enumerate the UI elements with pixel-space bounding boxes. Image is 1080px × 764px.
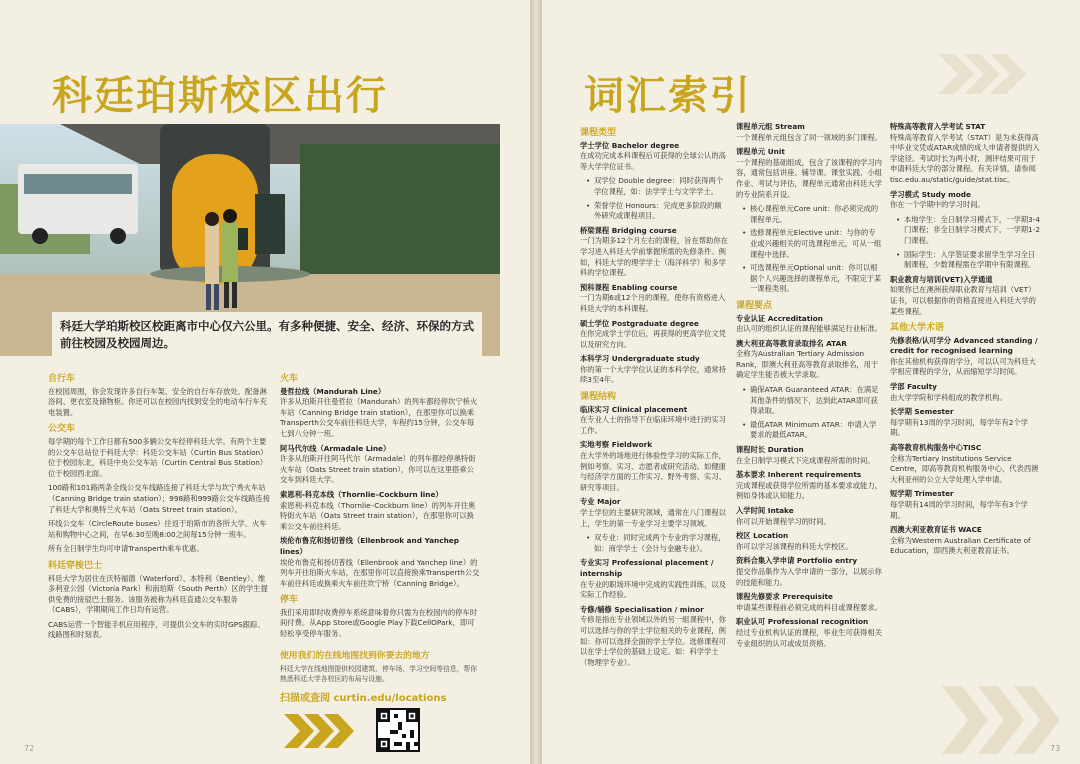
body-text: CABS运营一个智能手机应用程序，可提供公交车的实时GPS跟踪、线路图和时刻表。 [48, 619, 265, 640]
term-heading: 临床实习 Clinical placement [580, 404, 688, 414]
term-heading: 桥梁课程 Bridging course [580, 225, 677, 235]
body-text: 如果你已在澳洲获得职业教育与培训（VET）证书，可以根据你的资格直接进入科廷大学的某些课程。 [890, 285, 1036, 316]
bullet-item: • 可选课程单元Optional unit：你可以根据个人兴趣选择的课程单元，不限定于某一课程类别。 [742, 263, 882, 295]
bullet-list [586, 533, 728, 554]
body-text: 在大学外的场地进行体验性学习的实际工作，例如考察、实习、志愿者或研究活动。如健康与经济学方面的工作实习、野外考察、实习、研究等项目。 [580, 451, 726, 492]
callout-title: 使用我们的在线地图找到你要去的地方 [280, 651, 430, 661]
bullet-item: • 选修课程单元Elective unit：与你的专业或兴趣相关的可选课程单元，可从一组课程中选择。 [742, 228, 882, 260]
body-text: 全称为Tertiary Institutions Service Centre，即高等教育机构服务中心，代表西澳大利亚州的公立大学处理入学申请。 [890, 453, 1039, 484]
qr-code-icon[interactable] [376, 708, 420, 752]
bullet-item: • 双专业：同时完成两个专业的学习课程，如：商学学士（会计与金融专业）。 [586, 533, 728, 554]
spine-gutter [530, 0, 542, 764]
body-text: 你在其他机构获得的学分，可以认可为科廷大学相应课程的学分，从而缩短学习时间。 [890, 356, 1036, 377]
body-text: 在专业的职场环境中完成的实践性训练，以及实际工作经验。 [580, 579, 726, 600]
term-heading: 索恩利-科克本线（Thornlie–Cockburn line） [280, 489, 443, 499]
body-text: 你在一个学期中的学习时间。 [890, 200, 985, 210]
term-heading: 职业认可 Professional recognition [736, 617, 869, 627]
body-text: 每学期有14周的学习时间，每学年有3个学期。 [890, 500, 1028, 520]
section-heading: 停车 [280, 595, 299, 606]
term-heading: 硕士学位 Postgraduate degree [580, 318, 699, 328]
bullet-list [586, 176, 728, 221]
body-text: 每学期的每个工作日都有500多辆公交车经停科廷大学。有两个主要的公交车总站位于科廷大学：科廷公交车站（Curtin Bus Station）位于校园东北，科廷中央公交车站（Curtin Central Bus Station）位于校园西北面。 [48, 436, 268, 478]
bullet-item: • 最低ATAR Minimum ATAR：申请入学要求的最低ATAR。 [742, 420, 882, 441]
body-text: 专修是指在专业领域以外的另一组课程中，你可以选择与你的学士学位相关的专业课程，例如：你可以选择全面的学士学位。选修课程可以在学士学位的基础上设定。如：科学学士（物理学专业）。 [580, 615, 726, 667]
body-text: 许多从珀斯开往阿马代尔（Armadale）的列车都经停奥特街火车站（Oats Street train station），你可以在这里搭乘公交车到科廷大学。 [280, 454, 476, 485]
body-text: 一门为期多12个月左右的课程，旨在帮助你在学习进入科廷大学前掌握所需的先修条件。例如，科廷大学的理学学士（海洋科学）和多学科的学位课程。 [580, 236, 728, 278]
body-text: 每学期有13周的学习时间，每学年有2个学期。 [890, 417, 1028, 438]
glossary-column-2 [736, 122, 882, 653]
body-text: 所有全日制学生均可申请Transperth乘车优惠。 [48, 544, 204, 554]
section-heading: 课程类型 [580, 128, 617, 138]
term-heading: 课程时长 Duration [736, 445, 804, 455]
transport-column-1 [48, 368, 270, 645]
section-heading: 公交车 [48, 424, 76, 435]
callout-link-line [280, 689, 480, 704]
body-text: 在成功完成本科课程后可获得的全球公认的高等大学学位证书。 [580, 151, 726, 171]
term-heading: 课程先修要求 Prerequisite [736, 592, 833, 602]
glossary-column-1 [580, 122, 728, 672]
term-heading: 埃伦布鲁克和扬切普线（Ellenbrook and Yanchep lines） [280, 536, 459, 556]
term-heading: 短学期 Trimester [890, 489, 954, 499]
bullet-item: • 双学位 Double degree：同时获得两个学位课程，如：法学学士与文学学士。 [586, 176, 728, 197]
body-text: 100路和101路两条全线公交车线路连接了科廷大学与坎宁秀火车站（Canning Bridge train station）；998路和999路公交车线路连接了科廷大学和奥特兰火车站（Oats Street train station）。 [48, 483, 271, 514]
body-text: 你的第一个大学学位认证的本科学位，通常持续3至4年。 [580, 364, 726, 385]
section-heading: 其他大学术语 [890, 323, 945, 334]
bullet-list [742, 385, 882, 441]
body-text: 经过专业机构认证的课程，毕业生可获得相关专业组织的认可或成员资格。 [736, 627, 882, 648]
term-heading: 实地考察 Fieldwork [580, 440, 653, 450]
body-text: 环线公交车（CircleRoute buses）往返于珀斯市的各所大学、火车站和购物中心之间，在早6:30至晚8:00之间每15分钟一班车。 [48, 519, 267, 539]
body-text: 申请某些课程前必须完成的科目或课程要求。 [736, 602, 882, 612]
term-heading: 本科学习 Undergraduate study [580, 354, 700, 364]
left-page [0, 0, 530, 764]
section-heading: 火车 [280, 374, 299, 384]
term-heading: 学士学位 Bachelor degree [580, 140, 680, 150]
body-text: 一门为期6或12个月的课程，使你有资格进入科廷大学的本科课程。 [580, 293, 726, 313]
body-text: 索恩利-科克本线（Thornlie–Cockburn line）的列车开往奥特街火车站（Oats Street train station），在那里你可以换乘公交车前往科廷。 [280, 500, 476, 531]
body-text: 一个课程单元组包含了同一领域的多门课程。 [736, 132, 882, 142]
body-text: 在全日制学习模式下完成课程所需的时间。 [736, 455, 875, 465]
term-heading: 特殊高等教育入学考试 STAT [890, 122, 986, 131]
term-heading: 长学期 Semester [890, 407, 954, 417]
body-text: 在你完成学士学位后，再获得的更高学位文凭以及研究方向。 [580, 329, 726, 349]
transport-column-2 [280, 368, 480, 644]
scan-label: 扫描或查阅 [280, 693, 330, 704]
term-heading: 资料合集入学申请 Portfolio entry [736, 556, 858, 566]
body-text: 在校园周围，你会发现许多自行车架、安全的自行车存放处、配备淋浴间、更衣室及储物柜。你还可以在校园内找到安全的电动车行车充电装置。 [48, 386, 267, 417]
body-text: 在专业人士的指导下在临床环境中进行的实习工作。 [580, 415, 726, 435]
term-heading: 曼哲拉线（Mandurah Line） [280, 386, 386, 396]
online-map-callout [280, 648, 480, 704]
term-heading: 专业认证 Accreditation [736, 313, 823, 323]
term-heading: 基本要求 Inherent requirements [736, 470, 862, 480]
callout-description: 科廷大学在线地图提供校园建筑、停车场、学习空间等信息，帮你熟悉科廷大学各校区的布局与设施。 [280, 665, 478, 683]
body-text: 你可以学习该课程的科廷大学校区。 [736, 541, 853, 551]
term-heading: 高等教育机构服务中心TISC [890, 443, 982, 453]
page-number-right: 73 [1050, 744, 1061, 753]
body-text: 由大学学院和学科组成的教学机构。 [890, 392, 1007, 402]
body-text: 许多从珀斯开往曼哲拉（Mandurah）的列车都经停坎宁桥火车站（Canning Bridge train station），在那里你可以换乘Transperth公交车前往科廷大学，车程约15分钟，公交车每七到八分钟一班。 [280, 397, 478, 438]
bullet-item: • 荣誉学位 Honours：完成更多阶段的额外研究或课程项目。 [586, 201, 728, 222]
bullet-item: • 核心课程单元Core unit：你必须完成的课程单元。 [742, 204, 882, 225]
body-text: 学士学位的主要研究领域，通常在八门课程以上，学生的第一专业学习主要学习领域。 [580, 508, 726, 528]
term-heading: 预科课程 Enabling course [580, 282, 678, 292]
body-text: 我们采用即时收费停车系统意味着你只需为在校园内的停车时间付费。从App Store或Google Play下载CellOPark，即可轻松享受停车服务。 [280, 607, 478, 639]
body-text: 科廷大学为居住在沃特福德（Waterford）、本特利（Bentley）、维多利亚公园（Victoria Park）和南珀斯（South Perth）区的学生提供免费的接驳巴士服务。该服务被称为科廷直通公交车服务（CABS），学期期间工作日均有运营。 [48, 573, 268, 615]
term-heading: 课程单元组 Stream [736, 122, 805, 131]
bullet-item: • 确保ATAR Guaranteed ATAR：在满足其他条件的情况下，达到此ATAR即可获得录取。 [742, 385, 882, 417]
bullet-item: • 本地学生：全日制学习模式下，一学期3-4门课程；非全日制学习模式下，一学期1-2门课程。 [896, 215, 1040, 247]
term-heading: 阿马代尔线（Armadale Line） [280, 443, 391, 453]
term-heading: 专业 Major [580, 497, 621, 507]
right-page-title: 词汇索引 [584, 73, 752, 119]
bullet-list [742, 204, 882, 295]
body-text: 完成课程或获得学位所需的基本要求或能力，例如身体或认知能力。 [736, 480, 882, 501]
section-heading: 自行车 [48, 374, 76, 384]
body-text: 全称为Australian Tertiary Admission Rank，即澳大利亚高等教育录取排名，用于确定学生能否被大学录取。 [736, 349, 879, 380]
chevron-arrows-icon [938, 54, 1030, 94]
body-text: 埃伦布鲁克和扬切普线（Ellenbrook and Yanchep line）的列车开往珀斯火车站，在那里你可以直接换乘Transperth公交车前往科廷或换乘火车前往坎宁桥（Canning Bridge）。 [280, 557, 480, 588]
term-heading: 专修/辅修 Specialisation / minor [580, 604, 704, 614]
locations-link[interactable]: curtin.edu/locations [333, 693, 447, 704]
page-number-left: 72 [24, 744, 35, 753]
term-heading: 澳大利亚高等教育录取排名 ATAR [736, 338, 847, 348]
term-heading: 入学时间 Intake [736, 506, 794, 515]
term-heading: 先修表格/认可学分 Advanced standing / credit for recognised learning [890, 335, 1038, 356]
body-text: 由认可的组织认证的课程能够满足行业标准。 [736, 324, 882, 334]
photo-caption: 科廷大学珀斯校区校距离市中心仅六公里。有多种便捷、安全、经济、环保的方式前往校园及校园周边。 [52, 312, 482, 358]
left-page-title: 科廷珀斯校区出行 [52, 73, 388, 119]
section-heading: 科廷穿梭巴士 [48, 560, 103, 571]
section-heading: 课程结构 [580, 392, 617, 403]
bullet-item: • 国际学生：入学签证要求留学生学习全日制课程，少数课程需在学期中有限课程。 [896, 250, 1040, 271]
glossary-column-3 [890, 122, 1040, 561]
term-heading: 西澳大利亚教育证书 WACE [890, 525, 982, 535]
term-heading: 职业教育与培训(VET)入学通道 [890, 274, 993, 284]
term-heading: 学习模式 Study mode [890, 189, 971, 199]
section-heading: 课程要点 [736, 300, 773, 311]
body-text: 你可以开始课程学习的时间。 [736, 516, 831, 526]
term-heading: 专业实习 Professional placement / internship [580, 558, 714, 578]
right-page [542, 0, 1080, 764]
body-text: 提交作品集作为入学申请的一部分，以展示你的技能和能力。 [736, 566, 882, 587]
chevron-arrows-icon [284, 714, 354, 748]
body-text: 一个课程的基础组成，包含了该课程的学习内容，通常包括讲座、辅导课、课堂实践、小组作业、考试与评估，课程单元通常由科廷大学的专业院系开设。 [736, 157, 882, 199]
body-text: 特殊高等教育入学考试（STAT）是为未获得高中毕业文凭或ATAR成绩的成人申请者提供的入学途径。考试时长为两小时，测评结果可用于申请科廷大学的部分课程。有关详情，请参阅 tisc.edu.au/static/guide/stat.tisc。 [890, 132, 1040, 184]
bullet-list [896, 215, 1040, 271]
term-heading: 学部 Faculty [890, 382, 937, 392]
term-heading: 校区 Location [736, 531, 789, 541]
term-heading: 课程单元 Unit [736, 147, 785, 157]
body-text: 全称为Western Australian Certificate of Education，即西澳大利亚教育证书。 [890, 535, 1031, 556]
